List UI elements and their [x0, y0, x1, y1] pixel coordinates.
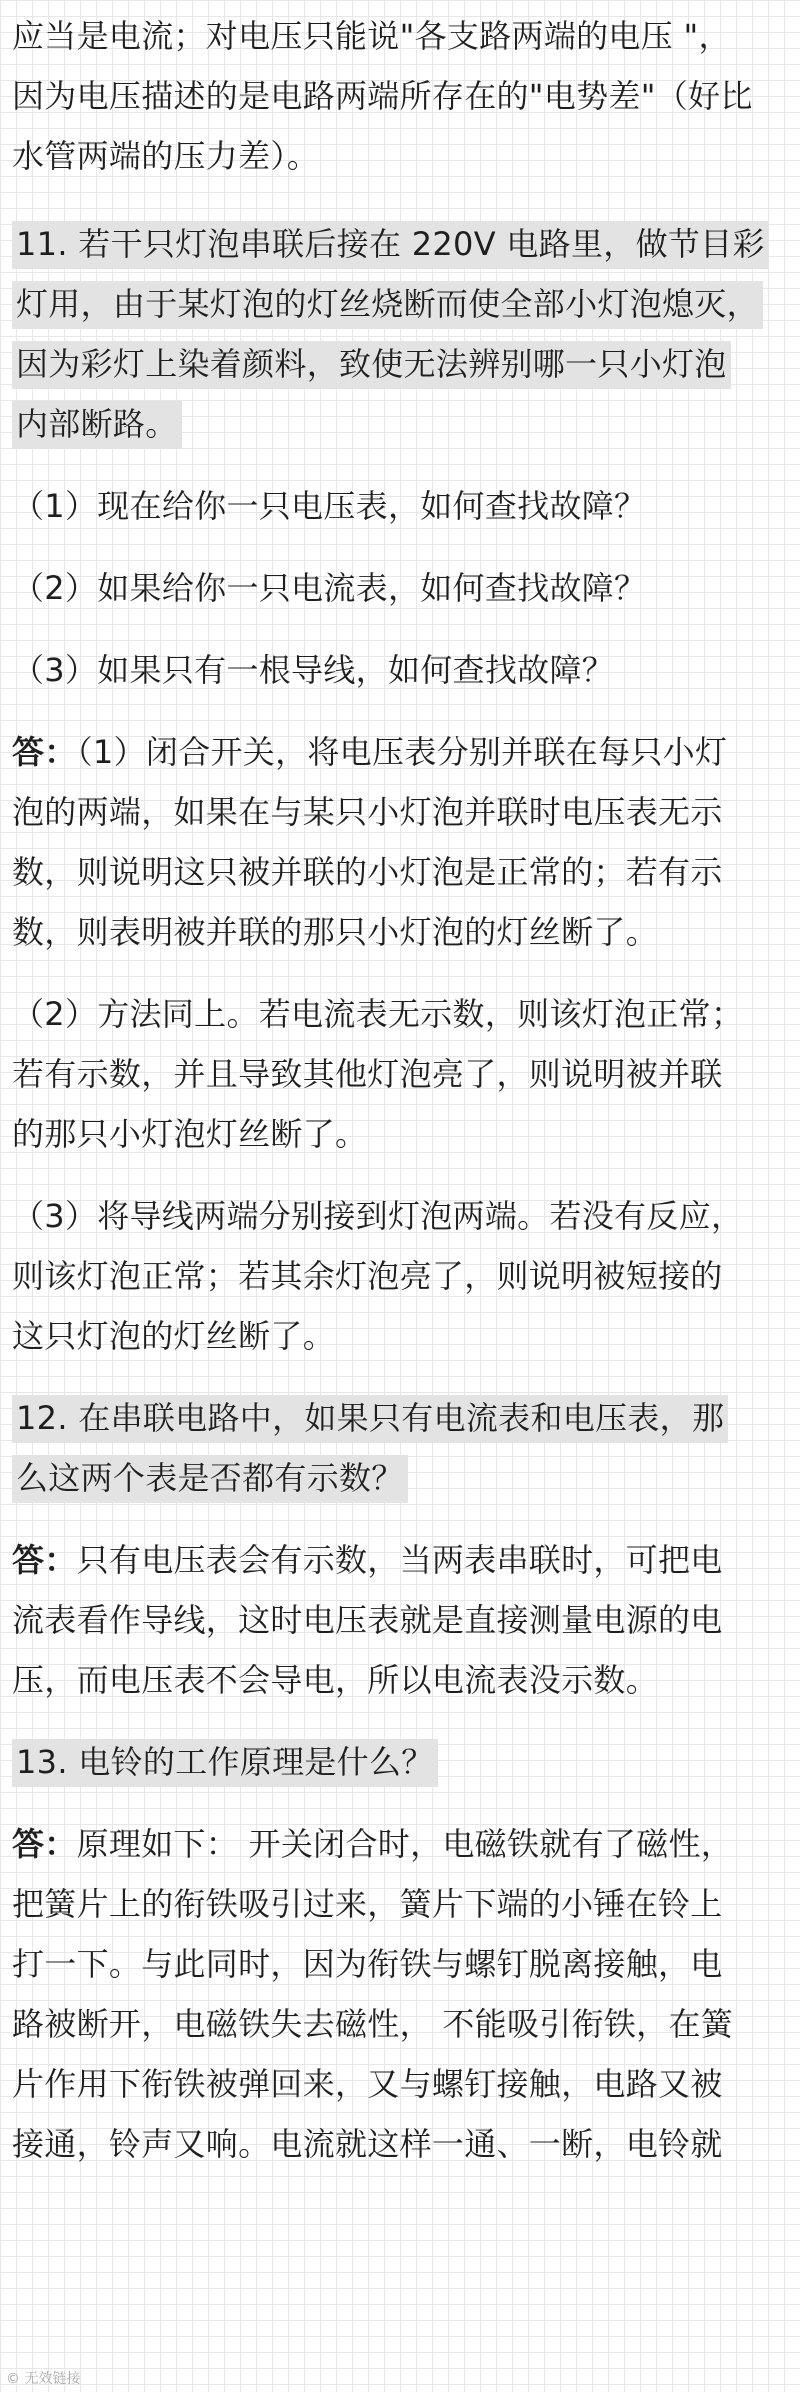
- answer-text: （3）将导线两端分别接到灯泡两端。若没有反应，: [12, 1197, 744, 1235]
- document-page: [0, 6, 800, 2174]
- answer-label: 答：: [12, 733, 77, 771]
- question-11: [12, 214, 788, 454]
- answer-text: （1）闭合开关，将电压表分别并联在每只小灯: [76, 733, 728, 771]
- intro-paragraph: [12, 6, 788, 186]
- answer-text: 原理如下： 开关闭合时，电磁铁就有了磁性，: [76, 1825, 734, 1863]
- q11-answer-part-1: [12, 722, 788, 962]
- q11-subquestions: [12, 476, 788, 700]
- answer-text: 片作用下衔铁被弹回来，又与螺钉接触，电路又被: [12, 2065, 723, 2103]
- q13-answer: [12, 1814, 788, 2174]
- text-line: 应当是电流；对电压只能说"各支路两端的电压 "，: [12, 17, 731, 55]
- question-line: 因为彩灯上染着颜料，致使无法辨别哪一只小灯泡: [12, 341, 731, 389]
- text-line: 因为电压描述的是电路两端所存在的"电势差"（好比: [12, 77, 753, 115]
- q12-answer: [12, 1530, 788, 1710]
- answer-label: 答：: [12, 1825, 77, 1863]
- answer-text: 把簧片上的衔铁吸引过来，簧片下端的小锤在铃上: [12, 1885, 723, 1923]
- question-12: [12, 1388, 788, 1508]
- question-line: 12. 在串联电路中，如果只有电流表和电压表，那: [12, 1395, 728, 1443]
- question-line: 内部断路。: [12, 401, 182, 449]
- answer-text: 流表看作导线，这时电压表就是直接测量电源的电: [12, 1601, 723, 1639]
- question-line: 13. 电铃的工作原理是什么？: [12, 1739, 438, 1787]
- answer-text: 只有电压表会有示数，当两表串联时，可把电: [76, 1541, 723, 1579]
- answer-text: 数，则说明这只被并联的小灯泡是正常的；若有示: [12, 853, 723, 891]
- answer-text: 数，则表明被并联的那只小灯泡的灯丝断了。: [12, 913, 659, 951]
- subquestion-1: （1）现在给你一只电压表，如何查找故障？: [12, 487, 647, 525]
- subquestion-2: （2）如果给你一只电流表，如何查找故障？: [12, 569, 647, 607]
- answer-text: 打一下。与此同时，因为衔铁与螺钉脱离接触，电: [12, 1945, 723, 1983]
- answer-label: 答：: [12, 1541, 77, 1579]
- answer-text: 的那只小灯泡灯丝断了。: [12, 1115, 368, 1153]
- answer-text: （2）方法同上。若电流表无示数，则该灯泡正常；: [12, 995, 744, 1033]
- answer-text: 这只灯泡的灯丝断了。: [12, 1317, 336, 1355]
- answer-text: 则该灯泡正常；若其余灯泡亮了，则说明被短接的: [12, 1257, 723, 1295]
- answer-text: 接通，铃声又响。电流就这样一通、一断，电铃就: [12, 2125, 723, 2163]
- subquestion-3: （3）如果只有一根导线，如何查找故障？: [12, 651, 615, 689]
- watermark-text: © 无效链接: [6, 2371, 81, 2387]
- question-line: 灯用，由于某灯泡的灯丝烧断而使全部小灯泡熄灭，: [12, 281, 763, 329]
- question-13: [12, 1732, 788, 1792]
- answer-text: 泡的两端，如果在与某只小灯泡并联时电压表无示: [12, 793, 723, 831]
- answer-text: 压，而电压表不会导电，所以电流表没示数。: [12, 1661, 659, 1699]
- question-line: 11. 若干只灯泡串联后接在 220V 电路里，做节目彩: [12, 221, 769, 269]
- q11-answer-part-3: [12, 1186, 788, 1366]
- answer-text: 路被断开，电磁铁失去磁性， 不能吸引衔铁，在簧: [12, 2005, 734, 2043]
- q11-answer-part-2: [12, 984, 788, 1164]
- text-line: 水管两端的压力差）。: [12, 137, 320, 175]
- answer-text: 若有示数，并且导致其他灯泡亮了，则说明被并联: [12, 1055, 723, 1093]
- question-line: 么这两个表是否都有示数？: [12, 1455, 408, 1503]
